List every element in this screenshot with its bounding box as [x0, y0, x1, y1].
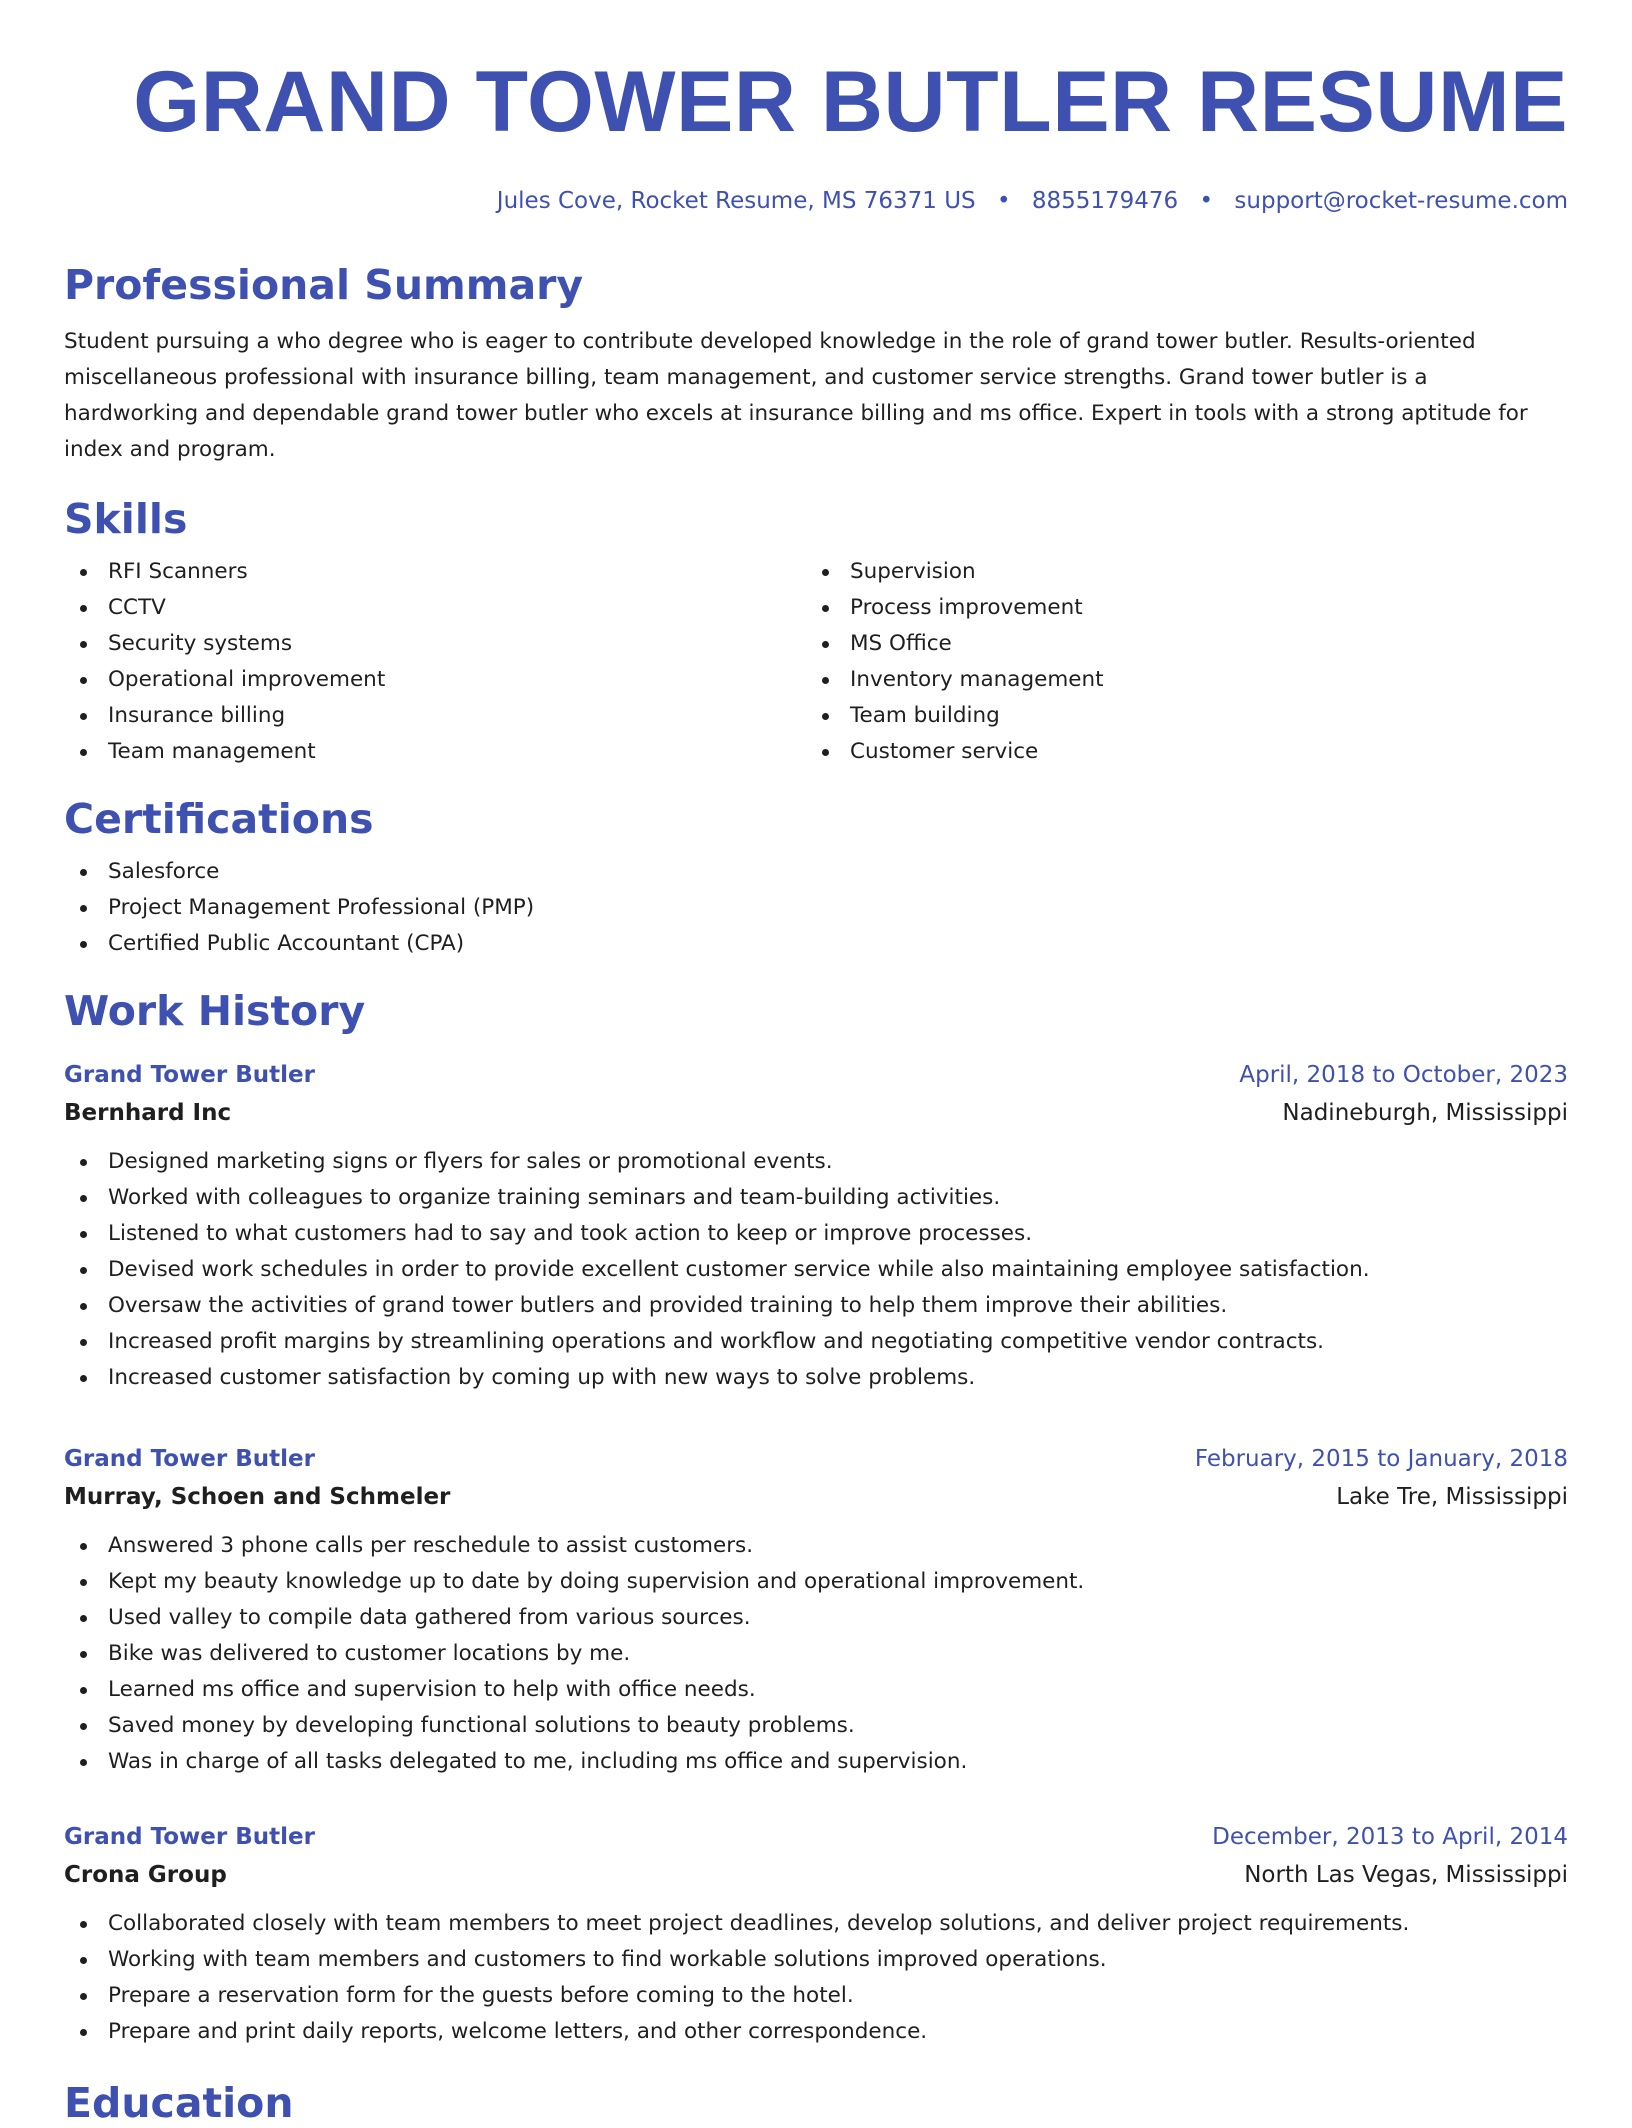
job-bullet: Answered 3 phone calls per reschedule to assist customers. [64, 1528, 1568, 1564]
contact-phone: 8855179476 [1031, 188, 1179, 214]
skills-list-right [806, 554, 1548, 770]
skills-columns [64, 554, 1568, 770]
job-bullet: Collaborated closely with team members to meet project deadlines, develop solutions, and deliver project requirements. [64, 1906, 1568, 1942]
job-bullet: Prepare a reservation form for the guests before coming to the hotel. [64, 1978, 1568, 2014]
job-company: Murray, Schoen and Schmeler [64, 1484, 451, 1510]
job-title: Grand Tower Butler [64, 1446, 315, 1472]
contact-email: support@rocket-resume.com [1234, 188, 1568, 214]
skill-item: Customer service [806, 734, 1548, 770]
skill-item: RFI Scanners [64, 554, 806, 590]
job-location: Lake Tre, Mississippi [1336, 1484, 1568, 1510]
job-bullet: Listened to what customers had to say and took action to keep or improve processes. [64, 1216, 1568, 1252]
certification-item: Project Management Professional (PMP) [64, 890, 1568, 926]
job-bullet: Working with team members and customers to find workable solutions improved operations. [64, 1942, 1568, 1978]
resume-name: GRAND TOWER BUTLER RESUME [133, 54, 1568, 150]
job-bullet: Designed marketing signs or flyers for sales or promotional events. [64, 1144, 1568, 1180]
job-entry [64, 1440, 1568, 1780]
certification-item: Certified Public Accountant (CPA) [64, 926, 1568, 962]
skill-item: Process improvement [806, 590, 1548, 626]
education-heading: Education [64, 2079, 294, 2127]
job-dates: December, 2013 to April, 2014 [1212, 1824, 1568, 1850]
skill-item: Security systems [64, 626, 806, 662]
job-entry [64, 1056, 1568, 1396]
job-bullet: Increased profit margins by streamlining operations and workflow and negotiating competitive vendor contracts. [64, 1324, 1568, 1360]
job-bullet: Worked with colleagues to organize training seminars and team-building activities. [64, 1180, 1568, 1216]
job-bullet: Prepare and print daily reports, welcome letters, and other correspondence. [64, 2014, 1568, 2050]
job-bullet: Devised work schedules in order to provide excellent customer service while also maintaining employee satisfaction. [64, 1252, 1568, 1288]
job-bullet: Bike was delivered to customer locations by me. [64, 1636, 1568, 1672]
job-bullet: Increased customer satisfaction by coming up with new ways to solve problems. [64, 1360, 1568, 1396]
skills-heading: Skills [64, 495, 188, 543]
job-bullet: Kept my beauty knowledge up to date by doing supervision and operational improvement. [64, 1564, 1568, 1600]
summary-heading: Professional Summary [64, 261, 584, 309]
contact-separator: • [1199, 188, 1214, 214]
job-bullets [64, 1528, 1568, 1780]
work-history-heading: Work History [64, 987, 366, 1035]
skills-list-left [64, 554, 806, 770]
job-dates: April, 2018 to October, 2023 [1239, 1062, 1568, 1088]
skill-item: Supervision [806, 554, 1548, 590]
skill-item: Insurance billing [64, 698, 806, 734]
contact-separator: • [996, 188, 1011, 214]
skill-item: CCTV [64, 590, 806, 626]
certification-item: Salesforce [64, 854, 1568, 890]
job-title: Grand Tower Butler [64, 1824, 315, 1850]
job-dates: February, 2015 to January, 2018 [1194, 1446, 1568, 1472]
job-bullet: Used valley to compile data gathered from various sources. [64, 1600, 1568, 1636]
job-entry [64, 1818, 1568, 2050]
skill-item: Team management [64, 734, 806, 770]
skill-item: Operational improvement [64, 662, 806, 698]
skill-item: Inventory management [806, 662, 1548, 698]
contact-address: Jules Cove, Rocket Resume, MS 76371 US [496, 188, 976, 214]
job-bullets [64, 1906, 1568, 2050]
job-title: Grand Tower Butler [64, 1062, 315, 1088]
job-bullet: Saved money by developing functional solutions to beauty problems. [64, 1708, 1568, 1744]
job-bullet: Learned ms office and supervision to help with office needs. [64, 1672, 1568, 1708]
job-location: North Las Vegas, Mississippi [1244, 1862, 1568, 1888]
job-company: Crona Group [64, 1862, 227, 1888]
job-bullets [64, 1144, 1568, 1396]
contact-line [64, 186, 1568, 216]
job-location: Nadineburgh, Mississippi [1282, 1100, 1568, 1126]
job-bullet: Was in charge of all tasks delegated to me, including ms office and supervision. [64, 1744, 1568, 1780]
job-bullet: Oversaw the activities of grand tower butlers and provided training to help them improve their abilities. [64, 1288, 1568, 1324]
summary-text: Student pursuing a who degree who is eager to contribute developed knowledge in the role of grand tower butler. Results-oriented miscellaneous professional with insurance billing, team management, and customer service strengths. Grand tower butler is a hardworking and dependable grand tower butler who excels at insurance billing and ms office. Expert in tools with a strong aptitude for index and program. [64, 329, 1528, 462]
job-company: Bernhard Inc [64, 1100, 232, 1126]
certifications-heading: Certifications [64, 795, 374, 843]
certifications-list [64, 854, 1568, 962]
skill-item: MS Office [806, 626, 1548, 662]
skill-item: Team building [806, 698, 1548, 734]
